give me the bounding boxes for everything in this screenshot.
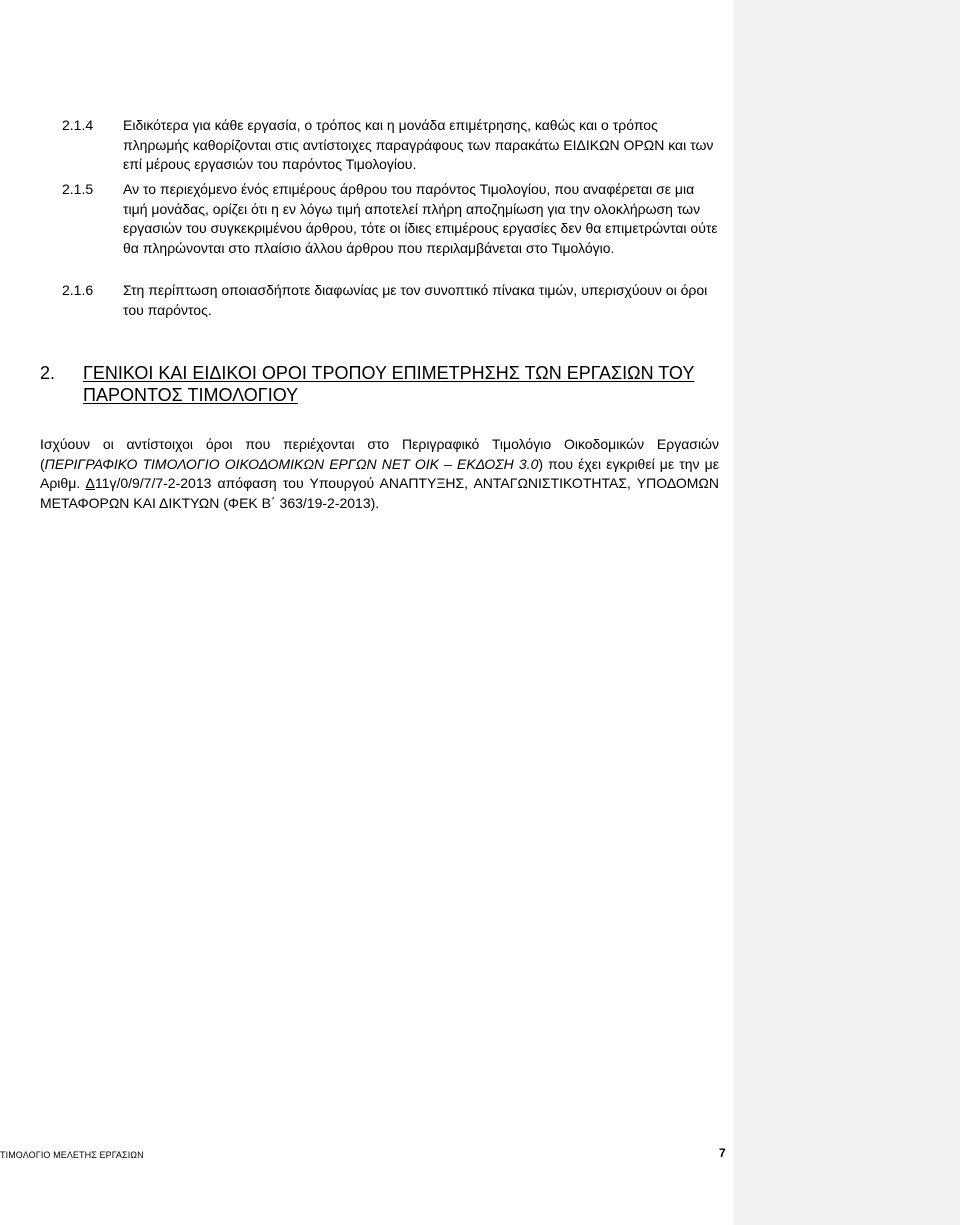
clause-text: Στη περίπτωση οποιασδήποτε διαφωνίας με τον συνοπτικό πίνακα τιμών, υπερισχύουν οι όροι του παρόντος. [123, 282, 708, 318]
clause-number: 2.1.5 [62, 181, 94, 197]
footer-title: ΤΙΜΟΛΟΓΙΟ ΜΕΛΕΤΗΣ ΕΡΓΑΣΙΩΝ [0, 1150, 144, 1160]
paragraph-text-3: 11γ/0/9/7/7-2-2013 απόφαση του Υπουργού ΑΝΑΠΤΥΞΗΣ, ΑΝΤΑΓΩΝΙΣΤΙΚΟΤΗΤΑΣ, ΥΠΟΔΟΜΩΝ ΜΕΤΑΦΟΡΩΝ ΚΑΙ ΔΙΚΤΥΩΝ (ΦΕΚ Β΄ 363/19-2-2013). [40, 475, 720, 511]
paragraph-italic-reference: ΠΕΡΙΓΡΑΦΙΚΟ ΤΙΜΟΛΟΓΙΟ ΟΙΚΟΔΟΜΙΚΩΝ ΕΡΓΩΝ ΝΕΤ ΟΙΚ – ΕΚΔΟΣΗ 3.0 [44, 455, 539, 472]
section-title: ΓΕΝΙΚΟΙ ΚΑΙ ΕΙΔΙΚΟΙ ΟΡΟΙ ΤΡΟΠΟΥ ΕΠΙΜΕΤΡΗΣΗΣ ΤΩΝ ΕΡΓΑΣΙΩΝ ΤΟΥ ΠΑΡΟΝΤΟΣ ΤΙΜΟΛΟΓΙΟΥ [83, 363, 695, 405]
clause-number: 2.1.4 [62, 117, 94, 133]
paragraph-underlined-letter: Δ [85, 475, 95, 491]
page-number: 7 [719, 1146, 726, 1160]
body-paragraph [40, 435, 719, 513]
clause-2-1-6 [62, 281, 722, 320]
clause-2-1-5 [62, 180, 722, 258]
section-number: 2. [40, 363, 56, 383]
clause-number: 2.1.6 [62, 282, 94, 298]
paragraph-text-2: ) που έχει εγκριθεί με την με Αριθμ. [40, 455, 719, 491]
clause-text: Ειδικότερα για κάθε εργασία, ο τρόπος και η μονάδα επιμέτρησης, καθώς και ο τρόπος πληρωμής καθορίζονται στις αντίστοιχες παραγράφους των παρακάτω ΕΙΔΙΚΩΝ ΟΡΩΝ και των επί μέρους εργασιών του παρόντος Τιμολογίου. [123, 117, 714, 172]
clause-2-1-4 [62, 116, 722, 175]
section-heading [40, 362, 720, 406]
page-margin-band [733, 0, 960, 1225]
paragraph-text-1: Ισχύουν οι αντίστοιχοι όροι που περιέχονται στο Περιγραφικό Τιμολόγιο Οικοδομικών Εργασιών ( [40, 436, 719, 472]
clause-text: Αν το περιεχόμενο ένός επιμέρους άρθρου του παρόντος Τιμολογίου, που αναφέρεται σε μια τιμή μονάδας, ορίζει ότι η εν λόγω τιμή αποτελεί πλήρη αποζημίωση για την ολοκλήρωση των εργασιών του συγκεκριμένου άρθρου, τότε οι ίδιες επιμέρους εργασίες δεν θα επιμετρώνται ούτε θα πληρώνονται στο πλαίσιο άλλου άρθρου που περιλαμβάνεται στο Τιμολόγιο. [123, 181, 718, 256]
